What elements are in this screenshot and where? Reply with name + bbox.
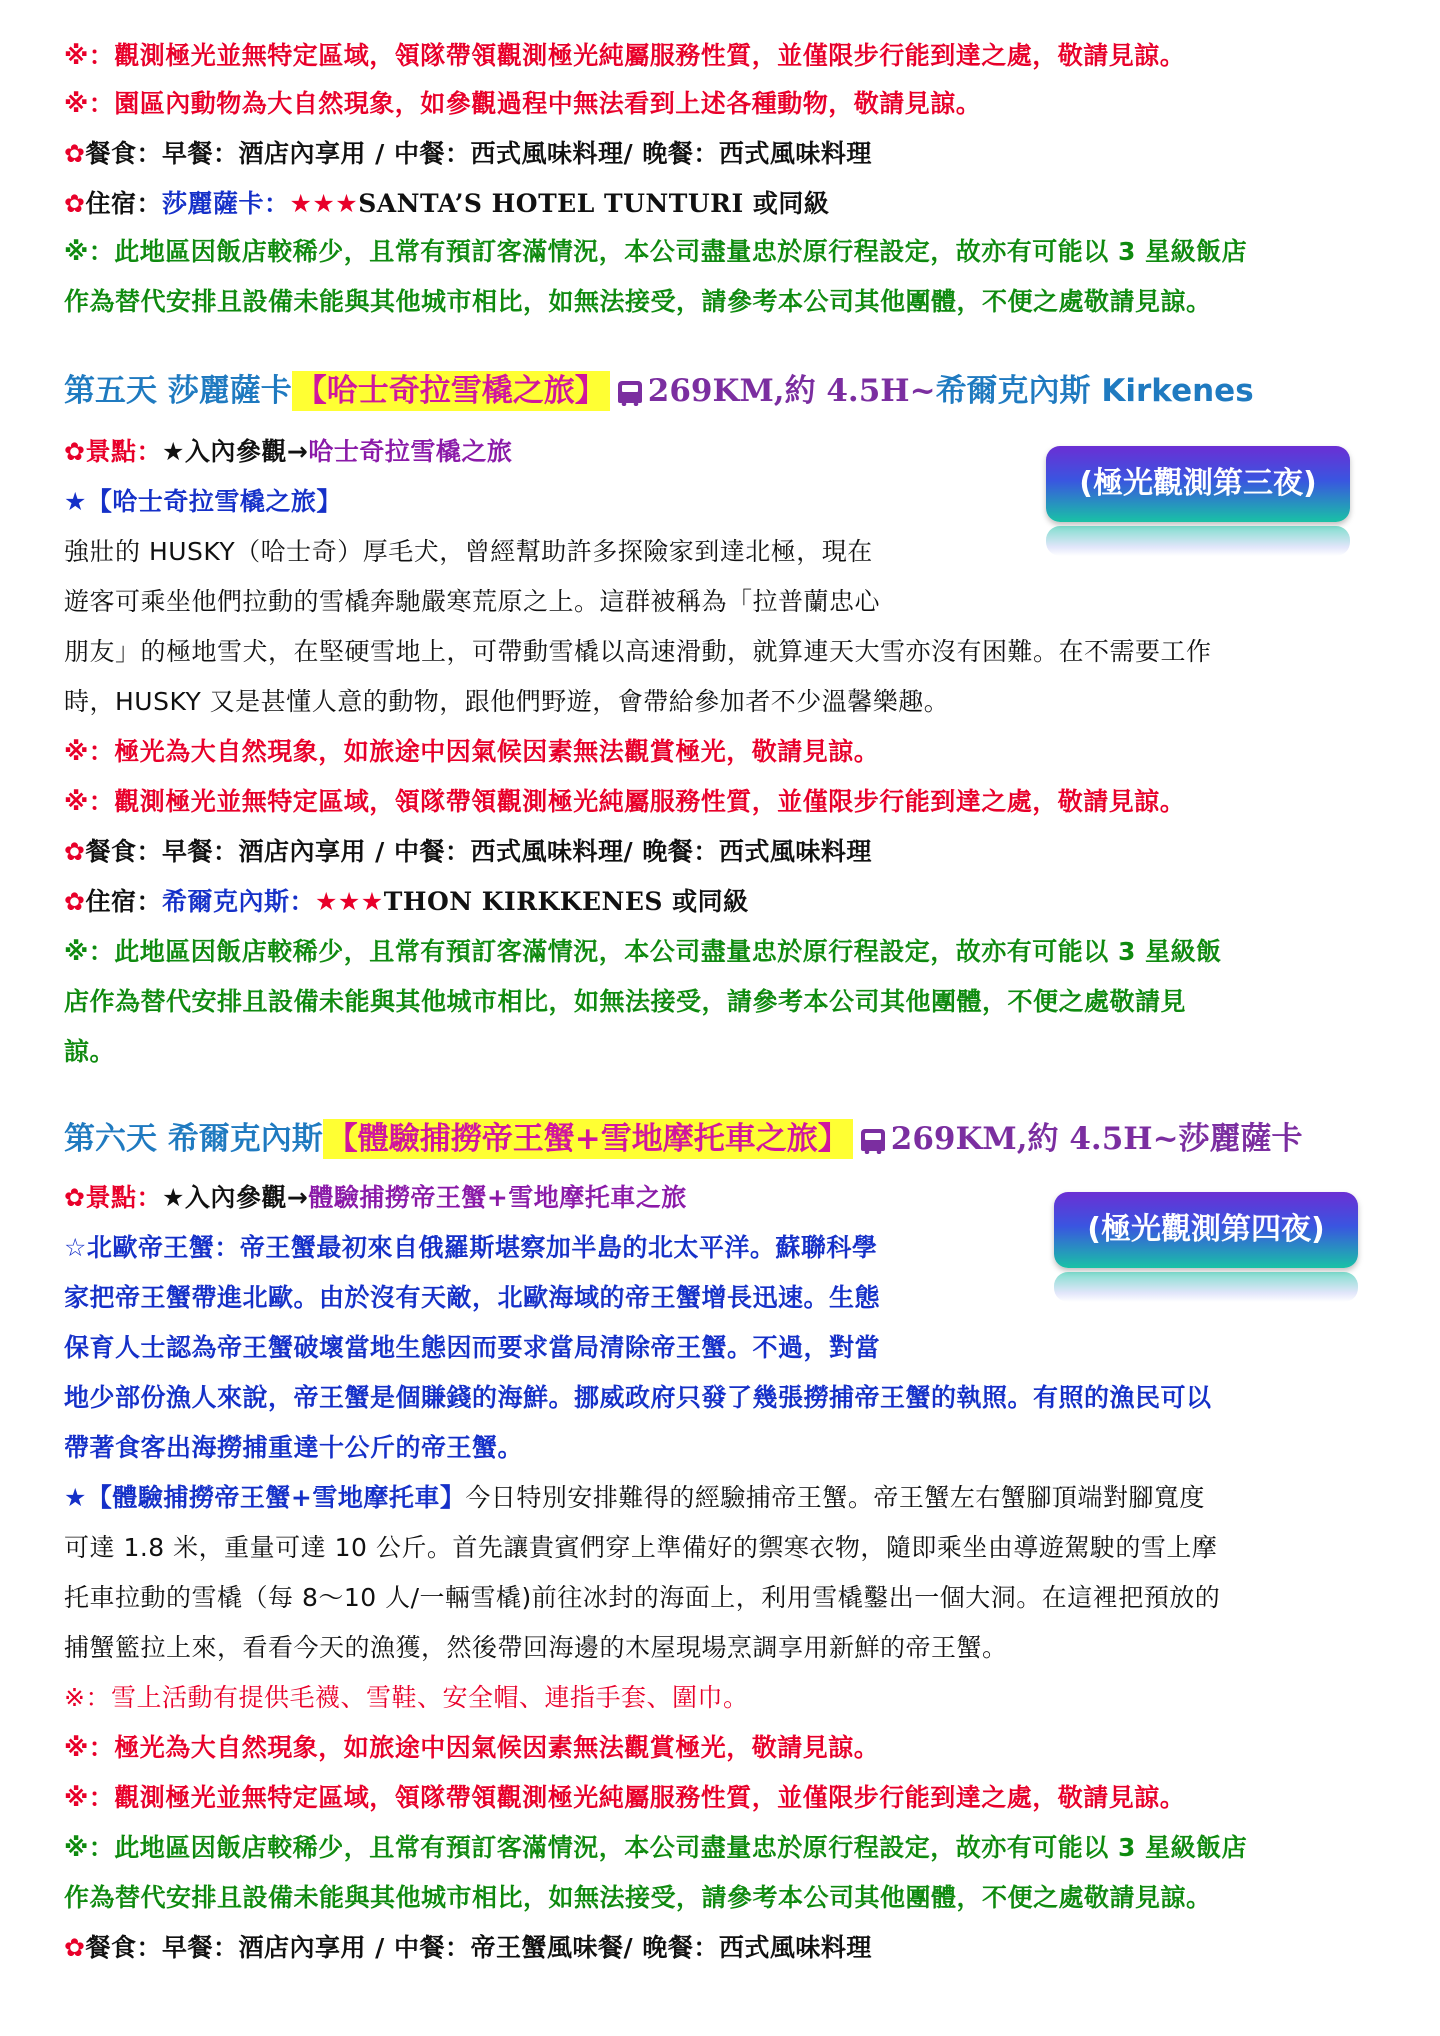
day6-hotel-notice-2: 作為替代安排且設備未能與其他城市相比，如無法接受，請參考本公司其他團體，不便之處敬請見諒。 <box>64 1883 1212 1912</box>
day5-hotel-notice-1: ※：此地區因飯店較稀少，且常有預訂客滿情況，本公司盡量忠於原行程設定，故亦有可能以 3 星級飯 <box>64 937 1222 966</box>
day6-sight-line: ✿景點：★入內參觀→體驗捕撈帝王蟹+雪地摩托車之旅 <box>64 1183 687 1212</box>
day6-exp-1: ★【體驗捕撈帝王蟹+雪地摩托車】今日特別安排難得的經驗捕帝王蟹。帝王蟹左右蟹腳頂端對腳寬度 <box>64 1483 1205 1512</box>
day6-label: 第六天 希爾克內斯 <box>64 1121 323 1157</box>
badge-reflection <box>1054 1272 1358 1302</box>
day6-hotel-notice-1: ※：此地區因飯店較稀少，且常有預訂客滿情況，本公司盡量忠於原行程設定，故亦有可能以 3 星級飯店 <box>64 1833 1248 1862</box>
day6-crab-2: 家把帝王蟹帶進北歐。由於沒有天敵，北歐海域的帝王蟹增長迅速。生態 <box>64 1283 881 1312</box>
aurora-night-3-badge: (極光觀測第三夜) <box>1046 446 1350 522</box>
day5-destination: 希爾克內斯 Kirkenes <box>935 373 1254 409</box>
day5-notice-2: ※：觀測極光並無特定區域，領隊帶領觀測極光純屬服務性質，並僅限步行能到達之處，敬請見諒。 <box>64 787 1186 816</box>
notice-animals: ※：園區內動物為大自然現象，如參觀過程中無法看到上述各種動物，敬請見諒。 <box>64 89 982 118</box>
day6-crab-4: 地少部份漁人來說，帝王蟹是個賺錢的海鮮。挪威政府只發了幾張撈捕帝王蟹的執照。有照的漁民可以 <box>64 1383 1212 1412</box>
day5-hotel: ✿住宿：希爾克內斯：★★★THON KIRKKENES 或同級 <box>64 887 749 916</box>
day6-notice-2: ※：觀測極光並無特定區域，領隊帶領觀測極光純屬服務性質，並僅限步行能到達之處，敬請見諒。 <box>64 1783 1186 1812</box>
sight-main: ★入內參觀→ <box>161 437 309 466</box>
day5-para-2: 遊客可乘坐他們拉動的雪橇奔馳嚴寒荒原之上。這群被稱為「拉普蘭忠心 <box>64 587 881 616</box>
day6-meal: ✿餐食：早餐：酒店內享用 / 中餐：帝王蟹風味餐/ 晚餐：西式風味料理 <box>64 1933 872 1962</box>
flower-icon: ✿ <box>64 189 86 218</box>
hotel-label: 住宿： <box>85 189 162 218</box>
day6-heading <box>64 1116 1303 1162</box>
flower-icon: ✿ <box>64 887 86 916</box>
day6-exp-title: ★【體驗捕撈帝王蟹+雪地摩托車】 <box>64 1483 466 1512</box>
sight-label: 景點： <box>85 437 162 466</box>
day5-para-4: 時，HUSKY 又是甚懂人意的動物，跟他們野遊，會帶給參加者不少溫馨樂趣。 <box>64 687 950 716</box>
star-icon: ★★★ <box>314 887 384 916</box>
day5-label: 第五天 莎麗薩卡 <box>64 373 292 409</box>
hotel-city: 莎麗薩卡： <box>161 189 290 218</box>
sight-name: 哈士奇拉雪橇之旅 <box>308 437 513 466</box>
meal-text: 餐食：早餐：酒店內享用 / 中餐：西式風味料理/ 晚餐：西式風味料理 <box>85 139 872 168</box>
day6-crab-3: 保育人士認為帝王蟹破壞當地生態因而要求當局清除帝王蟹。不過，對當 <box>64 1333 881 1362</box>
day5-notice-1: ※：極光為大自然現象，如旅途中因氣候因素無法觀賞極光，敬請見諒。 <box>64 737 880 766</box>
day6-highlight: 【體驗捕撈帝王蟹+雪地摩托車之旅】 <box>323 1119 853 1159</box>
day6-notice-gear: ※：雪上活動有提供毛襪、雪鞋、安全帽、連指手套、圍巾。 <box>64 1683 749 1712</box>
day5-heading <box>64 368 1254 414</box>
day6-crab-1: ☆北歐帝王蟹：帝王蟹最初來自俄羅斯堪察加半島的北太平洋。蘇聯科學 <box>64 1233 878 1262</box>
star-icon: ★★★ <box>289 189 359 218</box>
badge-reflection <box>1046 526 1350 556</box>
day6-exp-4: 捕蟹籃拉上來，看看今天的漁獲，然後帶回海邊的木屋現場烹調享用新鮮的帝王蟹。 <box>64 1633 1008 1662</box>
flower-icon: ✿ <box>64 1183 86 1212</box>
day6-crab-5: 帶著食客出海撈捕重達十公斤的帝王蟹。 <box>64 1433 524 1462</box>
flower-icon: ✿ <box>64 139 86 168</box>
hotel-name: SANTA’S HOTEL TUNTURI <box>358 189 744 218</box>
day5-para-3: 朋友」的極地雪犬，在堅硬雪地上，可帶動雪橇以高速滑動，就算連天大雪亦沒有困難。在不需要工作 <box>64 637 1212 666</box>
hotel-tail: 或同級 <box>743 189 830 218</box>
notice-hotel-1: ※：此地區因飯店較稀少，且常有預訂客滿情況，本公司盡量忠於原行程設定，故亦有可能以 3 星級飯店 <box>64 237 1248 266</box>
day5-meal: ✿餐食：早餐：酒店內享用 / 中餐：西式風味料理/ 晚餐：西式風味料理 <box>64 837 872 866</box>
day5-hotel-notice-2: 店作為替代安排且設備未能與其他城市相比，如無法接受，請參考本公司其他團體，不便之處敬請見 <box>64 987 1187 1016</box>
hotel-line <box>64 186 829 222</box>
aurora-night-4-badge: (極光觀測第四夜) <box>1054 1192 1358 1268</box>
day5-highlight: 【哈士奇拉雪橇之旅】 <box>292 371 610 411</box>
day6-notice-1: ※：極光為大自然現象，如旅途中因氣候因素無法觀賞極光，敬請見諒。 <box>64 1733 880 1762</box>
day5-hotel-notice-3: 諒。 <box>64 1037 116 1066</box>
day5-para-1: 強壯的 HUSKY（哈士奇）厚毛犬，曾經幫助許多探險家到達北極，現在 <box>64 537 873 566</box>
day5-route: 269KM,約 4.5H~ <box>647 373 936 409</box>
day6-exp-2: 可達 1.8 米，重量可達 10 公斤。首先讓貴賓們穿上準備好的禦寒衣物，隨即乘坐由導遊駕駛的雪上摩 <box>64 1533 1218 1562</box>
flower-icon: ✿ <box>64 1933 86 1962</box>
meal-line <box>64 136 872 172</box>
day5-subtitle: ★【哈士奇拉雪橇之旅】 <box>64 487 342 516</box>
day5-sight-line <box>64 434 512 470</box>
day6-exp-3: 托車拉動的雪橇（每 8～10 人/一輛雪橇)前往冰封的海面上，利用雪橇鑿出一個大洞。在這裡把預放的 <box>64 1583 1221 1612</box>
notice-aurora-area: ※：觀測極光並無特定區域，領隊帶領觀測極光純屬服務性質，並僅限步行能到達之處，敬請見諒。 <box>64 41 1186 70</box>
day6-route: 269KM,約 4.5H~莎麗薩卡 <box>890 1121 1303 1157</box>
notice-hotel-2: 作為替代安排且設備未能與其他城市相比，如無法接受，請參考本公司其他團體，不便之處敬請見諒。 <box>64 287 1212 316</box>
bus-icon <box>618 381 642 403</box>
bus-icon <box>861 1129 885 1151</box>
flower-icon: ✿ <box>64 437 86 466</box>
flower-icon: ✿ <box>64 837 86 866</box>
